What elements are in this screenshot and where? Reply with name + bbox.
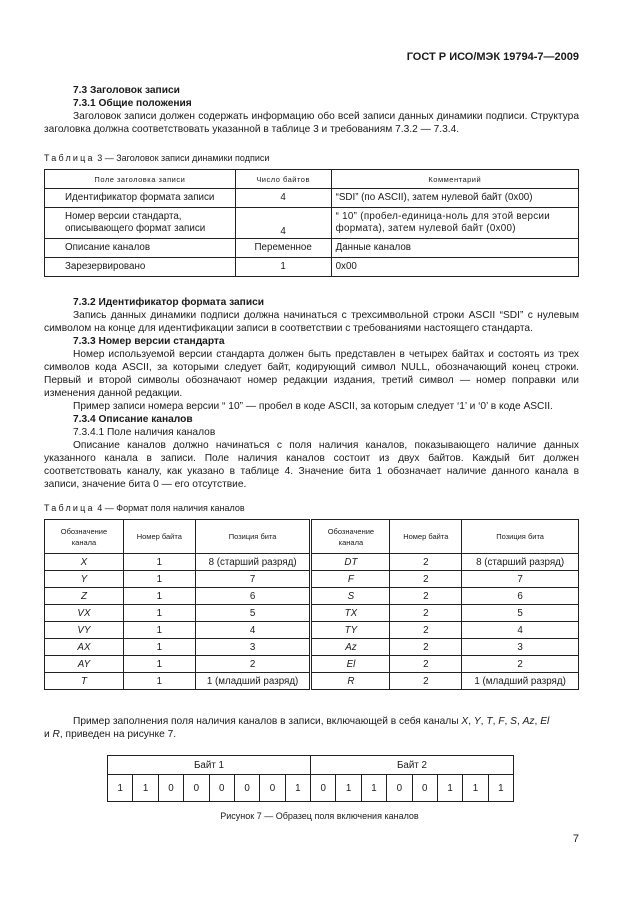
- table-cell: 0x00: [331, 258, 578, 277]
- table-row: [45, 239, 579, 258]
- table-cell: TY: [311, 622, 390, 639]
- text: ,: [492, 716, 499, 727]
- caption-text: 3 — Заголовок записи динамики подписи: [97, 153, 270, 163]
- bit-row: [108, 775, 514, 802]
- table-cell: 2: [390, 639, 462, 656]
- table-4: [44, 519, 579, 690]
- table-cell: Переменное: [235, 239, 331, 258]
- byte-1-label: Байт 1: [108, 756, 311, 775]
- table-cell: “ 10” (пробел-единица-ноль для этой версии формата), затем нулевой байт (0x00): [331, 208, 578, 239]
- table-cell: 2: [390, 622, 462, 639]
- table-row: [45, 639, 579, 656]
- table-cell: 6: [462, 588, 579, 605]
- byte-2-label: Байт 2: [311, 756, 514, 775]
- column-header: Номер байта: [390, 520, 462, 554]
- table-cell: El: [311, 656, 390, 673]
- table-cell: Описание каналов: [45, 239, 236, 258]
- table-cell: 4: [195, 622, 311, 639]
- table-cell: 1 (младший разряд): [195, 673, 311, 690]
- paragraph: Заголовок записи должен содержать информацию обо всей записи данных динамики подписи. Структура заголовка должна соответствовать указанной в таблице 3 и требованиям 7.3.2 — 7.3.4.: [44, 111, 579, 135]
- table-header-row: [45, 170, 579, 189]
- column-header: Обозначение канала: [45, 520, 124, 554]
- byte-header-row: [108, 756, 514, 775]
- page-number: 7: [572, 833, 579, 845]
- table-cell: VX: [45, 605, 124, 622]
- bit-cell: 0: [184, 775, 209, 802]
- table-row: [45, 571, 579, 588]
- table-cell: 1: [123, 656, 195, 673]
- table-cell: Идентификатор формата записи: [45, 189, 236, 208]
- paragraph: Номер используемой версии стандарта должен быть представлен в четырех байтах и состоять из трех символов кода ASCII, за которыми следует байт, кодирующий символ NULL, обозначающий конец строки. Первый и второй символы обозначают номер редакции издания, третий символ — номер поправки или изменения данной редакции.: [44, 349, 579, 399]
- table-row: [45, 189, 579, 208]
- table-cell: 7: [462, 571, 579, 588]
- table-cell: 5: [195, 605, 311, 622]
- bit-cell: 0: [158, 775, 183, 802]
- text: ,: [504, 716, 511, 727]
- table-cell: Номер версии стандарта, описывающего формат записи: [45, 208, 236, 239]
- subsection-title: 7.3.4.1 Поле наличия каналов: [73, 427, 216, 438]
- table-row: [45, 554, 579, 571]
- table-cell: 1: [235, 258, 331, 277]
- table-cell: 2: [462, 656, 579, 673]
- bit-cell: 1: [285, 775, 310, 802]
- table-row: [45, 605, 579, 622]
- channel-name: Az: [522, 716, 535, 727]
- table-cell: DT: [311, 554, 390, 571]
- channel-name: X: [461, 716, 469, 727]
- table-header-row: [45, 520, 579, 554]
- table-cell: AY: [45, 656, 124, 673]
- caption-label: Таблица: [44, 153, 95, 163]
- table-row: [45, 588, 579, 605]
- paragraph: Запись данных динамики подписи должна начинаться с трехсимвольной строки ASCII “SDI” с нулевым символом на конце для идентификации записи в соответствии с требованиями настоящего стандарта.: [44, 310, 579, 334]
- section-title: 7.3.3 Номер версии стандарта: [73, 336, 225, 347]
- channel-name: El: [540, 716, 550, 727]
- standard-header: ГОСТ Р ИСО/МЭК 19794-7—2009: [406, 51, 579, 63]
- table-cell: R: [311, 673, 390, 690]
- channel-name: R: [52, 729, 60, 740]
- channel-name: S: [510, 716, 517, 727]
- column-header: Позиция бита: [195, 520, 311, 554]
- text: и: [44, 729, 53, 740]
- table-cell: VY: [45, 622, 124, 639]
- table-cell: F: [311, 571, 390, 588]
- bit-cell: 0: [311, 775, 336, 802]
- channel-name: Y: [473, 716, 481, 727]
- table-row: [45, 656, 579, 673]
- table-3: [44, 169, 579, 277]
- text: ,: [516, 716, 523, 727]
- table-cell: 1: [123, 639, 195, 656]
- table-row: [45, 208, 579, 239]
- table-cell: AX: [45, 639, 124, 656]
- table-cell: Az: [311, 639, 390, 656]
- table-cell: 2: [390, 673, 462, 690]
- bit-cell: 1: [133, 775, 158, 802]
- table-cell: 3: [462, 639, 579, 656]
- table-cell: Y: [45, 571, 124, 588]
- table-cell: 8 (старший разряд): [462, 554, 579, 571]
- table-cell: 6: [195, 588, 311, 605]
- table-cell: X: [45, 554, 124, 571]
- bit-cell: 1: [463, 775, 488, 802]
- bit-cell: 1: [437, 775, 462, 802]
- table4-caption: [44, 503, 245, 513]
- bit-cell: 1: [108, 775, 133, 802]
- bit-cell: 0: [387, 775, 412, 802]
- table-cell: Зарезервировано: [45, 258, 236, 277]
- table-cell: T: [45, 673, 124, 690]
- paragraph: Описание каналов должно начинаться с поля наличия каналов, показывающего наличие данных указанного канала в записи. Поле наличия каналов состоит из двух байтов. Каждый бит должен соответствовать каналу, как указано в таблице 4. Значение бита 1 обозначает наличие данного канала в записи, значение бита 0 — его отсутствие.: [44, 440, 579, 490]
- text: ,: [480, 716, 487, 727]
- table-row: [45, 258, 579, 277]
- table-cell: 1: [123, 622, 195, 639]
- text: Пример заполнения поля наличия каналов в записи, включающей в себя каналы: [73, 716, 462, 727]
- caption-text: 4 — Формат поля наличия каналов: [97, 503, 245, 513]
- table-cell: 7: [195, 571, 311, 588]
- paragraph: [44, 715, 579, 728]
- column-header: Комментарий: [331, 170, 578, 189]
- section-title: 7.3.2 Идентификатор формата записи: [73, 297, 265, 308]
- table-cell: TX: [311, 605, 390, 622]
- table-cell: 8 (старший разряд): [195, 554, 311, 571]
- bit-cell: 0: [209, 775, 234, 802]
- section-title: 7.3.4 Описание каналов: [73, 414, 193, 425]
- bit-cell: 1: [361, 775, 386, 802]
- channel-name: T: [486, 716, 493, 727]
- table3-caption: [44, 153, 269, 163]
- figure-7-bit-field: [107, 755, 514, 802]
- table-cell: 2: [390, 605, 462, 622]
- table-cell: 2: [390, 571, 462, 588]
- table-cell: S: [311, 588, 390, 605]
- example-paragraph: [44, 715, 579, 741]
- bit-cell: 1: [336, 775, 361, 802]
- section-7-3: [44, 84, 579, 136]
- table-cell: 2: [195, 656, 311, 673]
- section-title: 7.3 Заголовок записи: [73, 85, 180, 96]
- table-row: [45, 622, 579, 639]
- figure-caption: Рисунок 7 — Образец поля включения каналов: [220, 811, 419, 821]
- table-cell: Данные каналов: [331, 239, 578, 258]
- table-row: [45, 673, 579, 690]
- table-cell: 4: [235, 208, 331, 239]
- paragraph-continuation: [44, 728, 579, 741]
- table-cell: 3: [195, 639, 311, 656]
- table-cell: 1: [123, 571, 195, 588]
- column-header: Номер байта: [123, 520, 195, 554]
- table-cell: Z: [45, 588, 124, 605]
- subsection-title: 7.3.1 Общие положения: [73, 98, 192, 109]
- table-cell: 1 (младший разряд): [462, 673, 579, 690]
- table-cell: 4: [235, 189, 331, 208]
- table-cell: 1: [123, 673, 195, 690]
- paragraph: Пример записи номера версии “ 10” — пробел в коде ASCII, за которым следует ‘1’ и ‘0’ в коде ASCII.: [73, 401, 553, 412]
- channel-name: F: [498, 716, 505, 727]
- table-cell: 2: [390, 656, 462, 673]
- text: , приведен на рисунке 7.: [59, 729, 177, 740]
- table-cell: 2: [390, 554, 462, 571]
- bit-cell: 0: [260, 775, 285, 802]
- table-cell: 5: [462, 605, 579, 622]
- table-cell: 1: [123, 588, 195, 605]
- column-header: Позиция бита: [462, 520, 579, 554]
- text: ,: [468, 716, 474, 727]
- table-cell: “SDI” (по ASCII), затем нулевой байт (0x00): [331, 189, 578, 208]
- column-header: Число байтов: [235, 170, 331, 189]
- column-header: Поле заголовка записи: [45, 170, 236, 189]
- bit-cell: 0: [412, 775, 437, 802]
- table-cell: 1: [123, 605, 195, 622]
- table-cell: 1: [123, 554, 195, 571]
- bit-cell: 1: [488, 775, 513, 802]
- table-cell: 2: [390, 588, 462, 605]
- bit-cell: 0: [234, 775, 259, 802]
- column-header: Обозначение канала: [311, 520, 390, 554]
- section-7-3-2-to-7-3-4: [44, 296, 579, 491]
- table-cell: 4: [462, 622, 579, 639]
- text: ,: [534, 716, 541, 727]
- caption-label: Таблица: [44, 503, 95, 513]
